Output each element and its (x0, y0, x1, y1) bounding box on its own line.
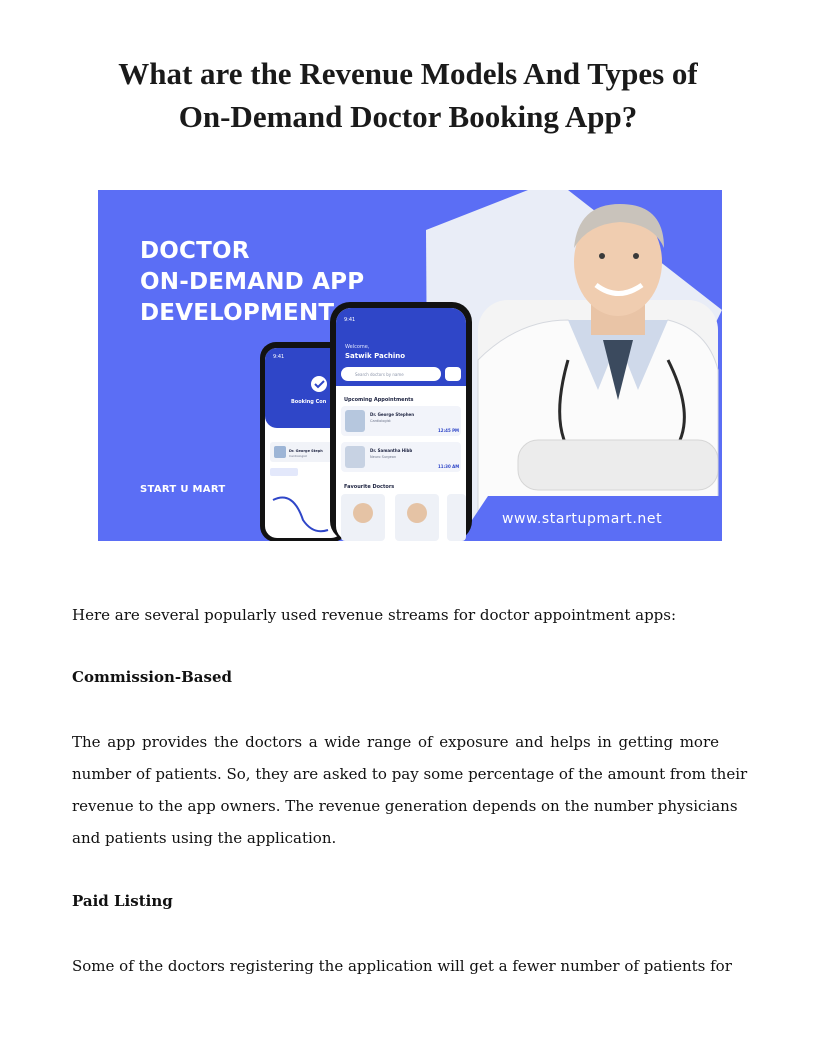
paragraph-line: The app provides the doctors a wide range of exposure and helps in getting more (72, 733, 719, 751)
phone-right-time: 9:41 (344, 317, 356, 323)
section-heading-paid-listing: Paid Listing (72, 892, 173, 910)
phone-right-appt-1-time: 12:45 PM (438, 428, 460, 433)
phone-right-search-placeholder: Search doctors by name (355, 372, 404, 377)
page-title-line-2: On-Demand Doctor Booking App? (178, 99, 638, 134)
banner-heading-line-3: DEVELOPMENT (140, 300, 335, 326)
phone-right-username: Satwik Pachino (345, 352, 406, 360)
phone-right-welcome: Welcome, (345, 344, 370, 350)
intro-paragraph: Here are several popularly used revenue streams for doctor appointment apps: (72, 606, 677, 624)
hero-banner-image (98, 190, 722, 541)
paragraph-line: and patients using the application. (72, 829, 337, 847)
startupmart-logo: START U MART (140, 484, 226, 495)
phone-right-upcoming-title: Upcoming Appointments (344, 397, 414, 403)
page-title (60, 52, 756, 138)
section-heading-commission: Commission-Based (72, 668, 232, 686)
phone-right-appt-1-specialty: Cardiologist (370, 419, 391, 423)
commission-paragraph (72, 726, 748, 854)
phone-right-appt-2-time: 11:30 AM (438, 464, 460, 469)
paragraph-line: revenue to the app owners. The revenue generation depends on the number physicians (72, 797, 738, 815)
phone-left-time: 9:41 (273, 354, 285, 360)
banner-heading (140, 236, 364, 329)
phone-left-doctor: Dr. George Steph (289, 449, 323, 453)
phone-right-appt-1-doctor: Dr. George Stephen (370, 412, 415, 417)
phone-left-status: Booking Con (291, 399, 327, 405)
phone-right-appt-2-specialty: Neuro Surgeon (370, 455, 397, 459)
banner-heading-line-1: DOCTOR (140, 238, 250, 264)
banner-url: www.startupmart.net (502, 511, 663, 527)
paid-listing-paragraph (72, 950, 732, 982)
banner-heading-line-2: ON-DEMAND APP (140, 269, 365, 295)
paragraph-line: Some of the doctors registering the application will get a fewer number of patients for (72, 957, 732, 975)
page-title-line-1: What are the Revenue Models And Types of (118, 56, 698, 91)
phone-right-mockup (330, 302, 472, 541)
phone-left-specialty: Cardiologist (289, 454, 307, 458)
phone-right-favourite-title: Favourite Doctors (344, 484, 395, 490)
phone-right-appt-2-doctor: Dr. Samantha Hibb (370, 448, 413, 453)
paragraph-line: number of patients. So, they are asked to pay some percentage of the amount from their (72, 765, 748, 783)
